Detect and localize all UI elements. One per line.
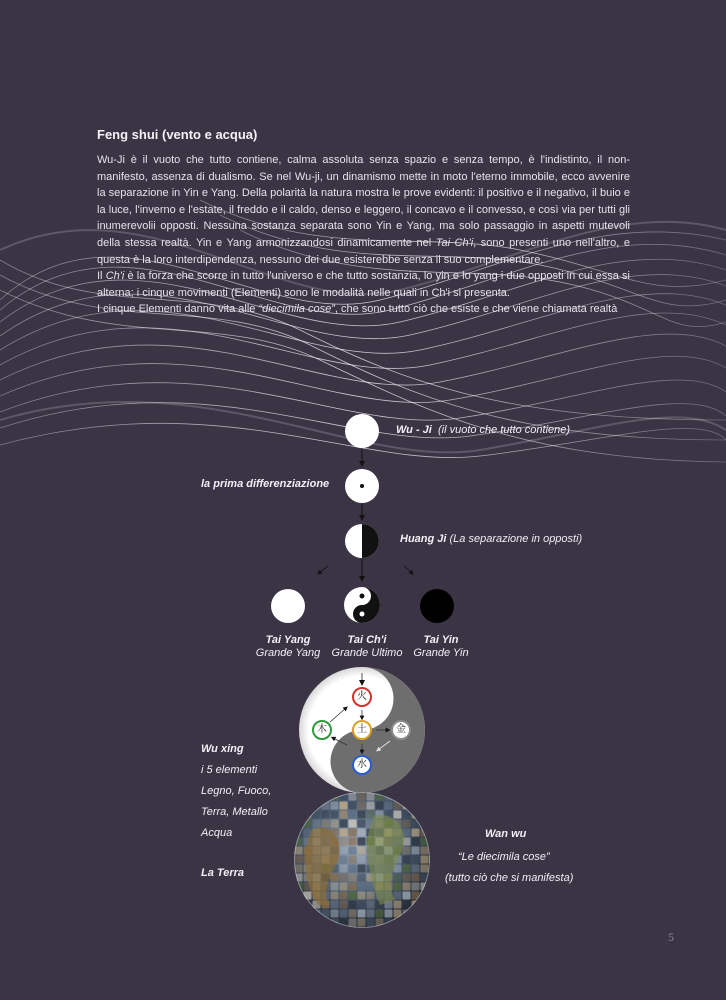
earth-tile <box>340 928 348 936</box>
earth-tile <box>358 793 366 801</box>
tai-yin-circle <box>420 589 454 623</box>
earth-tile <box>331 901 339 909</box>
earth-tile <box>358 802 366 810</box>
earth-tile <box>322 811 330 819</box>
earth-tile <box>331 892 339 900</box>
earth-tile <box>412 919 420 927</box>
earth-tile <box>349 811 357 819</box>
earth-tile <box>394 928 402 936</box>
paragraph-elements: I cinque Elementi danno vita alle “diecimila cose”, che sono tutto ciò che esiste e che viene chiamata realtà <box>97 303 618 316</box>
earth-tile <box>421 865 429 873</box>
earth-tile <box>421 901 429 909</box>
earth-tile <box>322 820 330 828</box>
earth-tile <box>358 892 366 900</box>
earth-tile <box>403 928 411 936</box>
earth-tile <box>358 874 366 882</box>
earth-tile <box>295 901 303 909</box>
earth-tile <box>358 820 366 828</box>
earth-tile <box>430 892 438 900</box>
earth-tile <box>367 919 375 927</box>
earth-tile <box>376 910 384 918</box>
earth-tile <box>295 892 303 900</box>
earth-tile <box>421 793 429 801</box>
element-metal-badge: 金 <box>391 720 411 740</box>
earth-tile <box>358 856 366 864</box>
earth-tile <box>403 865 411 873</box>
earth-tile <box>412 802 420 810</box>
earth-tile <box>403 883 411 891</box>
earth-tile <box>412 874 420 882</box>
earth-tile <box>295 793 303 801</box>
earth-tile <box>430 883 438 891</box>
earth-tile <box>412 883 420 891</box>
earth-tile <box>367 901 375 909</box>
earth-tile <box>340 892 348 900</box>
earth-tile <box>358 847 366 855</box>
earth-tile <box>403 856 411 864</box>
earth-tile <box>394 892 402 900</box>
earth-tile <box>430 865 438 873</box>
earth-tile <box>394 793 402 801</box>
earth-tile <box>349 820 357 828</box>
earth-tile <box>421 811 429 819</box>
earth-tile <box>430 829 438 837</box>
earth-tile <box>430 811 438 819</box>
earth-tile <box>412 910 420 918</box>
earth-tile <box>403 874 411 882</box>
earth-tile <box>322 793 330 801</box>
earth-tile <box>421 847 429 855</box>
earth-tile <box>340 820 348 828</box>
earth-tile <box>403 820 411 828</box>
element-water-badge: 水 <box>352 755 372 775</box>
earth-tile <box>412 838 420 846</box>
earth-tile <box>304 928 312 936</box>
earth-tile <box>358 928 366 936</box>
earth-tile <box>322 928 330 936</box>
earth-tile <box>367 910 375 918</box>
huangji-label: Huang Ji (La separazione in opposti) <box>400 533 583 545</box>
earth-tile <box>304 919 312 927</box>
earth-tile <box>421 820 429 828</box>
arrow-left <box>319 566 328 573</box>
earth-tile <box>349 901 357 909</box>
earth-tile <box>412 847 420 855</box>
earth-tile <box>313 811 321 819</box>
earth-tile <box>358 829 366 837</box>
earth-tile <box>394 919 402 927</box>
earth-tile <box>394 883 402 891</box>
wuxing-label: Wu xing i 5 elementi Legno, Fuoco, Terra, Metallo Acqua <box>201 743 272 839</box>
tai-yang-circle <box>271 589 305 623</box>
earth-collage <box>294 792 438 936</box>
earth-tile <box>403 892 411 900</box>
earth-tile <box>367 928 375 936</box>
earth-tile <box>349 883 357 891</box>
wuji-label: Wu - Ji (il vuoto che tutto contiene) <box>396 424 571 436</box>
earth-tile <box>430 820 438 828</box>
earth-tile <box>403 793 411 801</box>
tai-chi-caption: Tai Ch'i Grande Ultimo <box>331 634 403 659</box>
earth-tile <box>394 874 402 882</box>
paragraph-wuji: Wu-Ji è il vuoto che tutto contiene, calma assoluta senza spazio e senza tempo, è l'indistinto, il non-manifesto, assenza di dualismo. Se nel Wu-ji, un dinamismo mette in moto l'eterno immobile, ecco avvenire la separazione in Yin e Yang. Della polarità la natura mostra le prove evidenti: il positivo e il negativo, il buio e la luce, l'inverno e l'estate, il freddo e il caldo, denso e leggero, il concavo e il convesso, e così via per tutti gli inumerevolii opposti. Nessuna sostanza separata sono Yin e Yang, ma solo passaggio in aspetti mutevoli della stessa realtà. Yin e Yang armonizzandosi dinamicamente nel Tai Ch'i, sono presenti uno nell'altro, e questa è la loro interdipendenza, nessuno dei due esisterebbe senza il suo complementare. <box>97 154 630 266</box>
earth-tile <box>430 802 438 810</box>
earth-tile <box>412 865 420 873</box>
earth-tile <box>331 883 339 891</box>
earth-tile <box>412 856 420 864</box>
tai-yang-caption: Tai Yang Grande Yang <box>255 634 321 659</box>
earth-tile <box>430 847 438 855</box>
terra-label: La Terra <box>201 867 245 879</box>
earth-tile <box>295 928 303 936</box>
yin-yang-icon <box>344 587 380 623</box>
page-heading: Feng shui (vento e acqua) <box>97 127 258 142</box>
earth-tile <box>331 820 339 828</box>
earth-tile <box>358 865 366 873</box>
earth-tile <box>313 928 321 936</box>
earth-tile <box>403 919 411 927</box>
earth-tile <box>430 901 438 909</box>
tai-yin-caption: Tai Yin Grande Yin <box>413 634 469 659</box>
earth-tile <box>349 928 357 936</box>
earth-tile <box>403 802 411 810</box>
wanwu-quote: “Le diecimila cose” <box>458 851 550 863</box>
earth-tile <box>349 919 357 927</box>
earth-tile <box>394 910 402 918</box>
wanwu-title: Wan wu <box>485 828 527 840</box>
earth-tile <box>340 811 348 819</box>
earth-tile <box>430 910 438 918</box>
earth-tile <box>340 883 348 891</box>
wuji-circle <box>345 414 379 448</box>
earth-tile <box>430 838 438 846</box>
earth-tile <box>412 829 420 837</box>
earth-tile <box>358 811 366 819</box>
earth-tile <box>340 874 348 882</box>
earth-tile <box>421 928 429 936</box>
earth-tile <box>340 847 348 855</box>
earth-tile <box>295 811 303 819</box>
earth-tile <box>313 793 321 801</box>
earth-tile <box>313 820 321 828</box>
earth-tile <box>421 892 429 900</box>
earth-tile <box>385 802 393 810</box>
paragraph-chi: Il Ch'i è la forza che scorre in tutto l'universo e che tutto sostanzia, lo yin e lo yang i due opposti in cui essa si alterna; i cinque movimenti (Elementi) sono le modalità nelle quali in Ch'i si presenta. <box>97 270 631 299</box>
earth-tile <box>331 928 339 936</box>
earth-tile <box>430 793 438 801</box>
earth-tile <box>295 919 303 927</box>
element-wood-badge: 木 <box>312 720 332 740</box>
earth-tile <box>403 901 411 909</box>
wanwu-desc: (tutto ciò che si manifesta) <box>445 872 574 884</box>
earth-tile <box>340 829 348 837</box>
earth-tile <box>358 838 366 846</box>
earth-tile <box>340 838 348 846</box>
earth-tile <box>349 802 357 810</box>
earth-tile <box>340 901 348 909</box>
earth-tile <box>322 919 330 927</box>
earth-tile <box>358 901 366 909</box>
earth-tile <box>331 811 339 819</box>
earth-tile <box>394 811 402 819</box>
earth-tile <box>295 910 303 918</box>
earth-tile <box>331 802 339 810</box>
earth-tile <box>412 892 420 900</box>
earth-tile <box>421 802 429 810</box>
earth-tile <box>313 919 321 927</box>
earth-tile <box>304 901 312 909</box>
earth-tile <box>421 910 429 918</box>
earth-tile <box>349 892 357 900</box>
earth-tile <box>358 910 366 918</box>
earth-tile <box>421 919 429 927</box>
earth-tile <box>331 910 339 918</box>
first-diff-dot <box>360 484 364 488</box>
earth-tile <box>403 847 411 855</box>
earth-tile <box>349 838 357 846</box>
earth-tile <box>430 919 438 927</box>
earth-tile <box>430 874 438 882</box>
earth-tile <box>331 874 339 882</box>
arrow-right <box>404 566 412 573</box>
earth-tile <box>376 928 384 936</box>
page-number: 5 <box>668 930 674 944</box>
earth-tile <box>304 910 312 918</box>
earth-tile <box>367 892 375 900</box>
earth-tile <box>340 856 348 864</box>
earth-tile <box>349 847 357 855</box>
earth-tile <box>295 820 303 828</box>
earth-tile <box>358 883 366 891</box>
earth-tile <box>340 793 348 801</box>
earth-tile <box>295 802 303 810</box>
earth-tile <box>349 910 357 918</box>
element-earth-badge: 土 <box>352 720 372 740</box>
earth-tile <box>430 928 438 936</box>
earth-tile <box>349 874 357 882</box>
earth-tile <box>340 910 348 918</box>
huangji-circle <box>345 524 379 558</box>
earth-tile <box>295 856 303 864</box>
earth-tile <box>385 910 393 918</box>
earth-tile <box>412 928 420 936</box>
earth-tile <box>349 865 357 873</box>
earth-tile <box>313 910 321 918</box>
earth-tile <box>340 865 348 873</box>
earth-tile <box>304 793 312 801</box>
earth-tile <box>349 856 357 864</box>
earth-tile <box>349 829 357 837</box>
earth-tile <box>394 901 402 909</box>
earth-tile <box>367 811 375 819</box>
earth-tile <box>304 802 312 810</box>
earth-tile <box>421 856 429 864</box>
earth-tile <box>340 802 348 810</box>
earth-tile <box>358 919 366 927</box>
earth-tile <box>376 802 384 810</box>
element-fire-badge: 火 <box>352 687 372 707</box>
earth-tile <box>412 793 420 801</box>
earth-tile <box>430 856 438 864</box>
earth-tile <box>412 811 420 819</box>
earth-tile <box>367 802 375 810</box>
first-diff-label: la prima differenziazione <box>201 478 330 490</box>
earth-tile <box>385 928 393 936</box>
earth-tile <box>295 838 303 846</box>
